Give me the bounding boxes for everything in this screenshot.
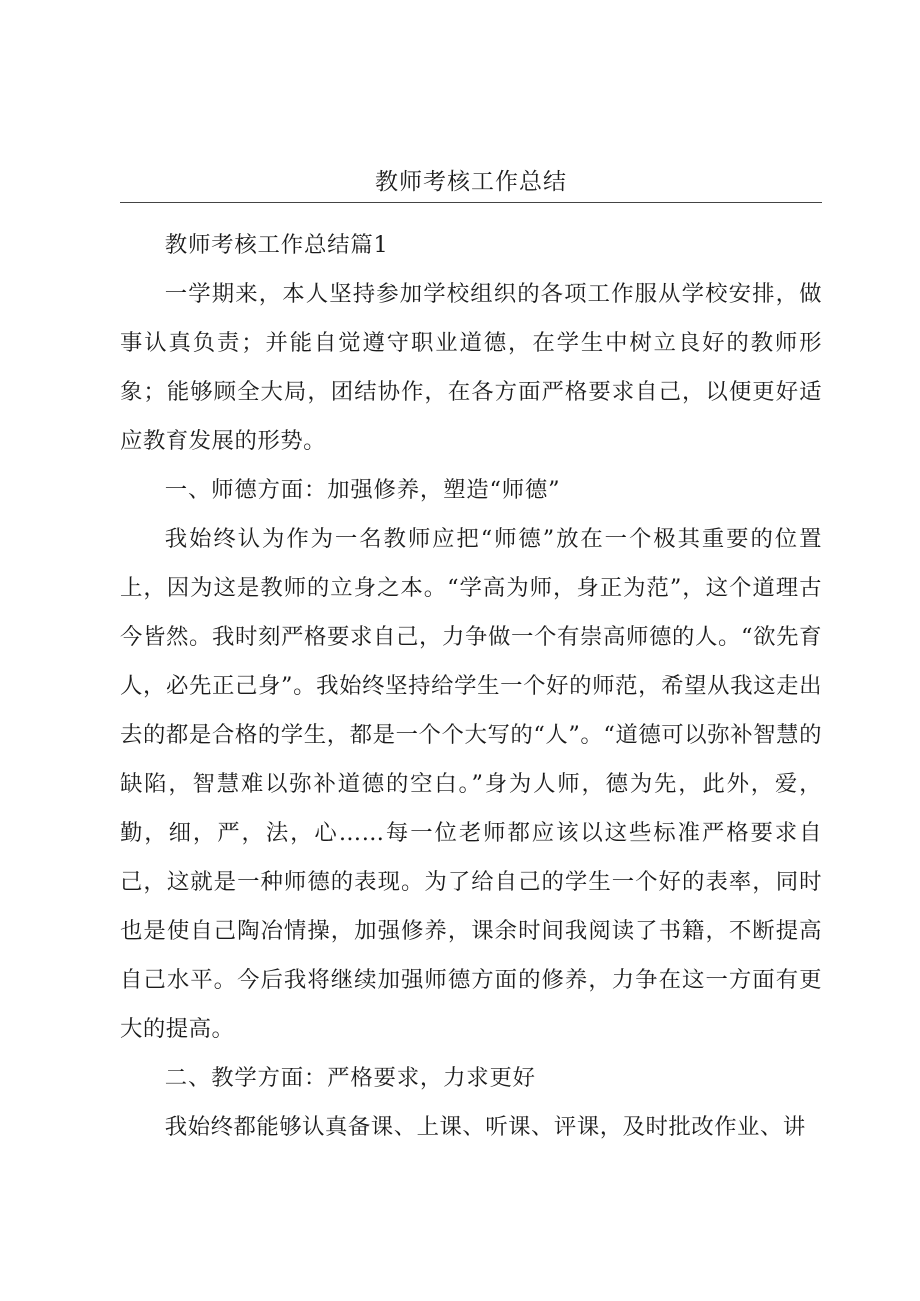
title-underline [120,202,822,203]
intro-paragraph: 一学期来，本人坚持参加学校组织的各项工作服从学校安排，做事认真负责；并能自觉遵守职业道德，在学生中树立良好的教师形象；能够顾全大局，团结协作，在各方面严格要求自己，以便更好适应教育发展的形势。 [120,281,822,454]
teaching-paragraph: 我始终都能够认真备课、上课、听课、评课，及时批改作业、讲 [164,1114,806,1140]
ethics-paragraph: 我始终认为作为一名教师应把“师德”放在一个极其重要的位置上，因为这是教师的立身之本。“学高为师，身正为范”，这个道理古今皆然。我时刻严格要求自己，力争做一个有崇高师德的人。“欲先育人，必先正己身”。我始终坚持给学生一个好的师范，希望从我这走出去的都是合格的学生，都是一个个大写的“人”。“道德可以弥补智慧的缺陷，智慧难以弥补道德的空白。”身为人师，德为先，此外，爱，勤，细，严，法，心……每一位老师都应该以这些标准严格要求自己，这就是一种师德的表现。为了给自己的学生一个好的表率，同时也是使自己陶冶情操，加强修养，课余时间我阅读了书籍，不断提高自己水平。今后我将继续加强师德方面的修养，力争在这一方面有更大的提高。 [120,526,822,1042]
document-body [120,221,822,1152]
document-title: 教师考核工作总结 [375,169,567,195]
section-heading-ethics: 一、师德方面：加强修养，塑造“师德” [164,477,561,503]
section-heading-teaching: 二、教学方面：严格要求，力求更好 [164,1065,536,1091]
section-heading-part-1: 教师考核工作总结篇1 [164,232,389,258]
